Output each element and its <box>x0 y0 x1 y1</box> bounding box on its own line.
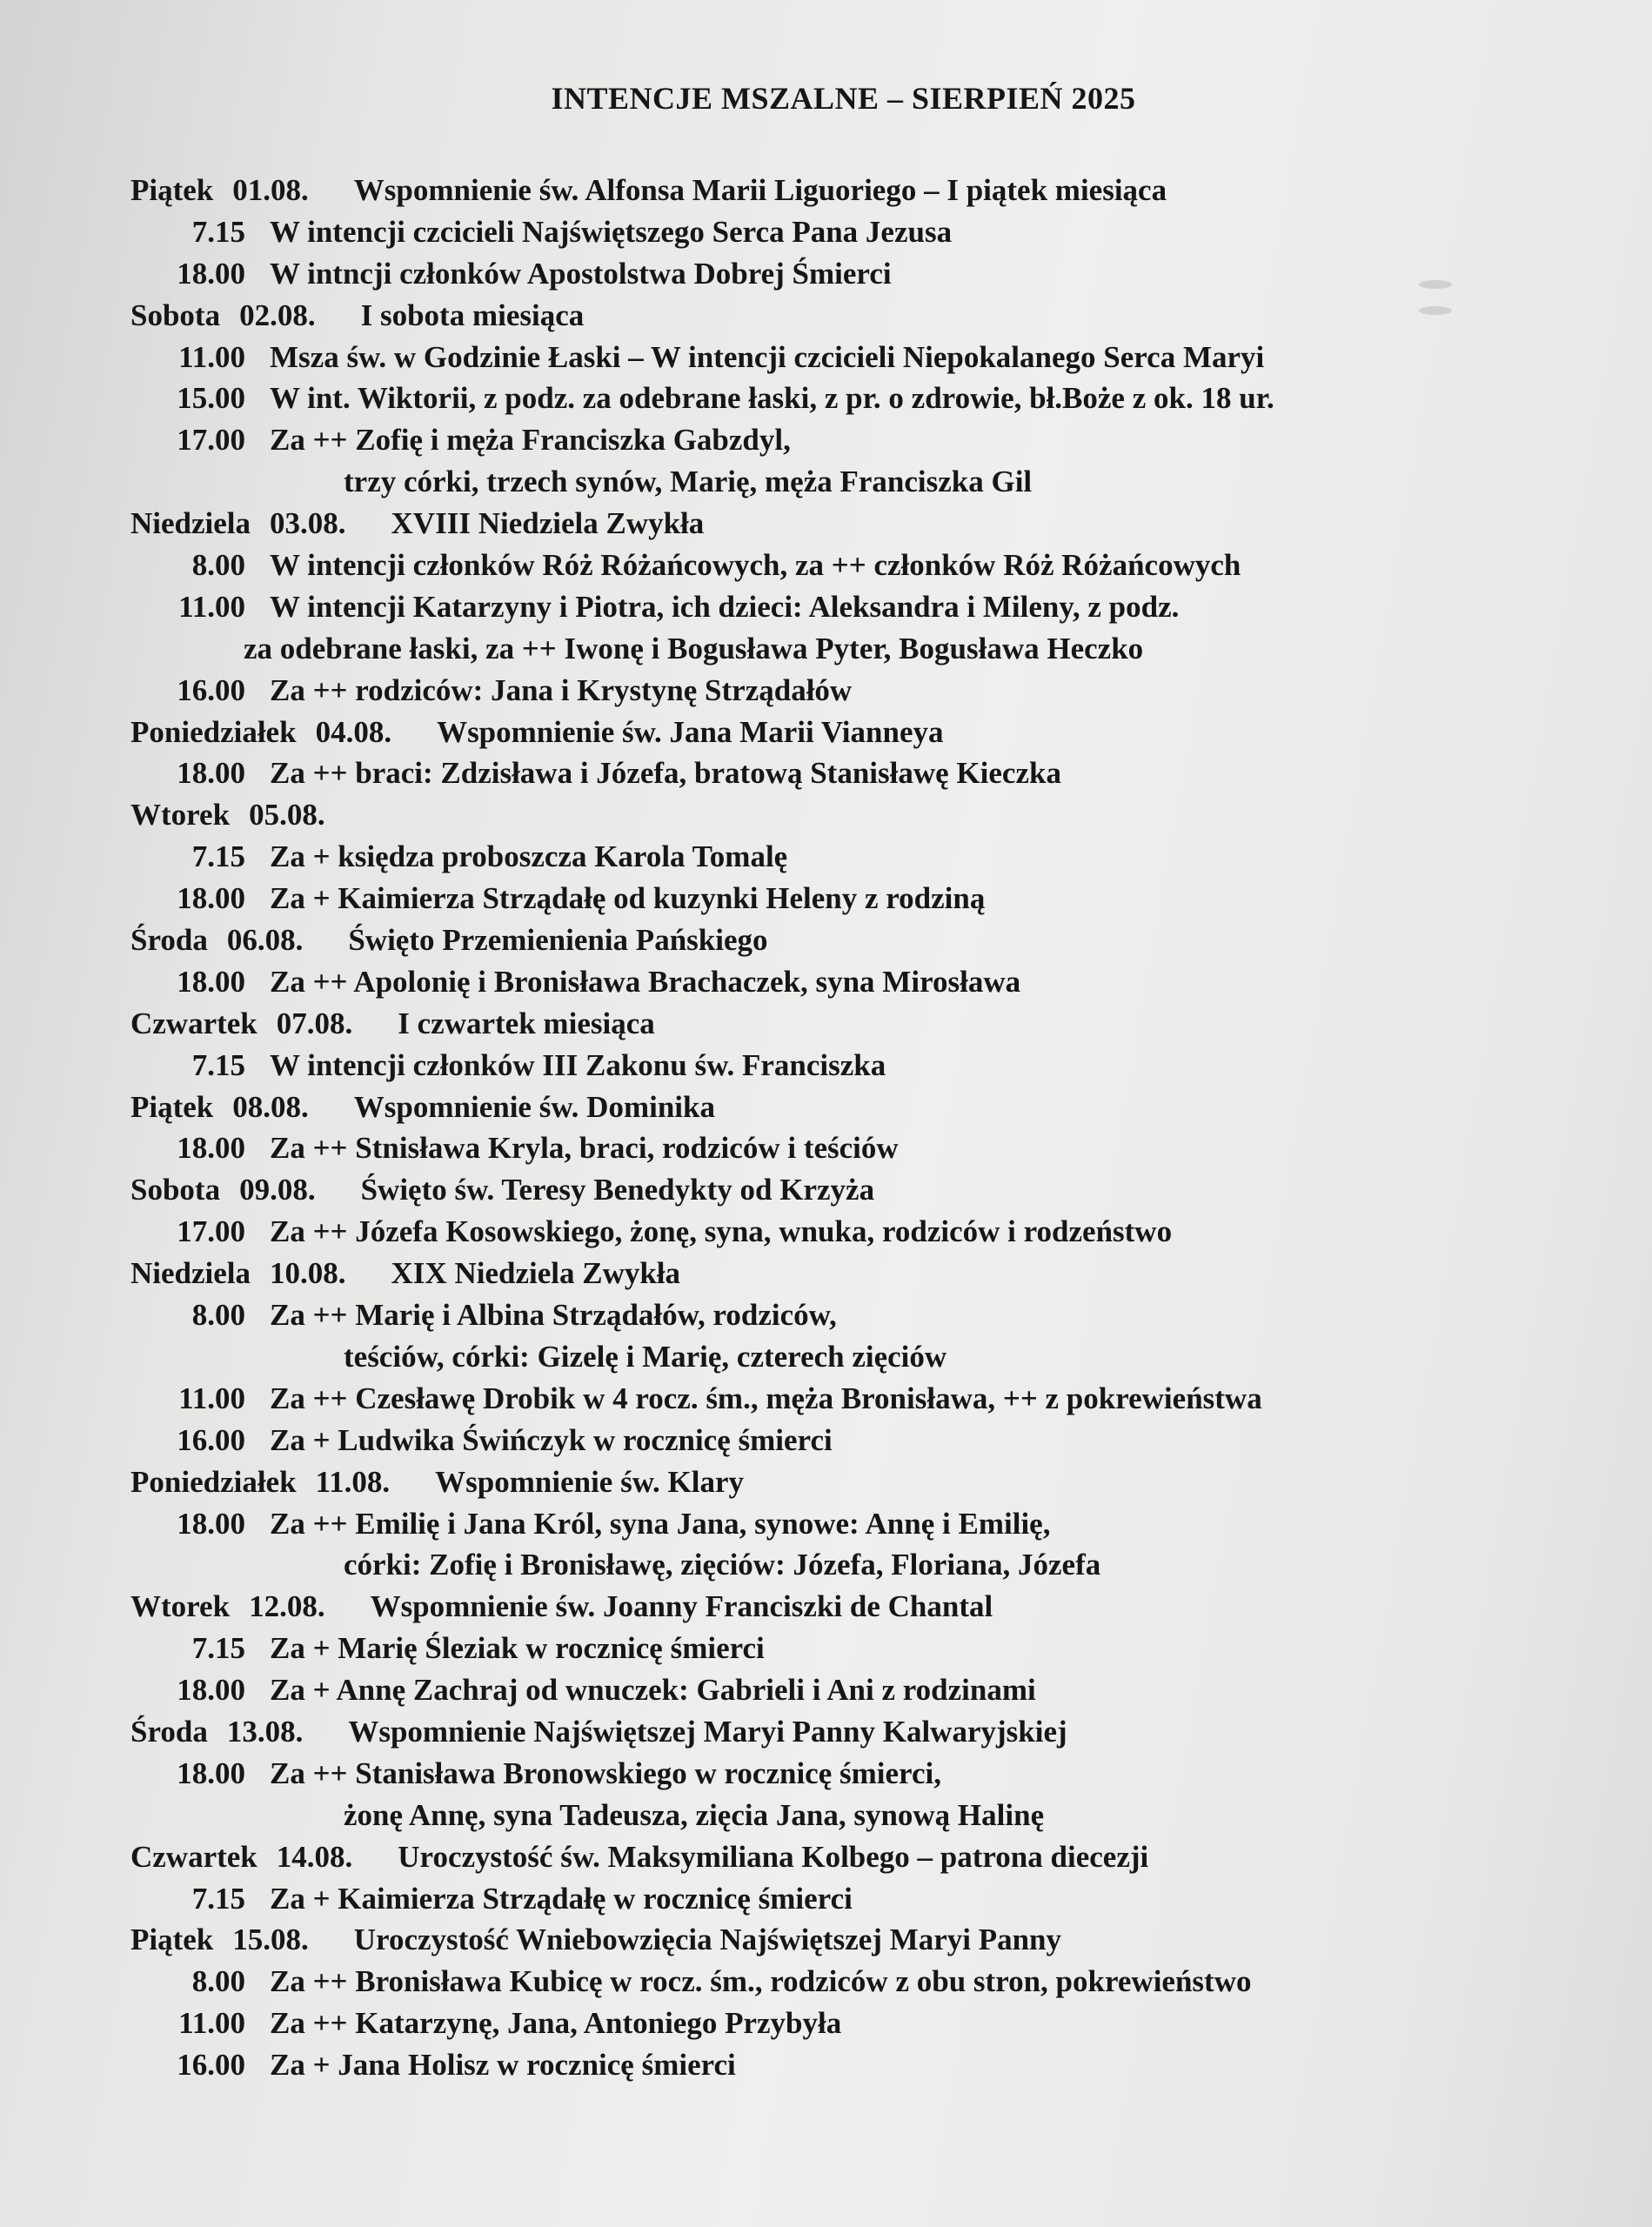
day-name: Wtorek <box>130 1589 231 1624</box>
intention-text: W intencji Katarzyny i Piotra, ich dzieci: Aleksandra i Mileny, z podz. <box>270 589 1180 624</box>
day-header <box>130 920 1609 961</box>
mass-intention <box>130 836 1609 878</box>
mass-time: 18.00 <box>177 1506 245 1541</box>
intention-text: Za ++ Apolonię i Bronisława Brachaczek, syna Mirosława <box>270 964 1021 999</box>
intention-continuation <box>130 1544 1609 1586</box>
intention-text: Za ++ Stanisława Bronowskiego w rocznicę śmierci, <box>270 1756 941 1790</box>
intention-text: Za + Marię Śleziak w rocznicę śmierci <box>270 1631 765 1666</box>
day-name: Środa <box>130 923 208 958</box>
day-note: Święto Przemienienia Pańskiego <box>348 923 768 958</box>
day-note: Wspomnienie św. Jana Marii Vianneya <box>437 714 944 749</box>
day-name: Piątek <box>130 1923 214 1957</box>
day-note: Wspomnienie św. Dominika <box>353 1089 715 1124</box>
intention-text: Za ++ Marię i Albina Strządałów, rodziców, <box>270 1298 837 1333</box>
intention-text: W intencji czcicieli Najświętszego Serca Pana Jezusa <box>270 214 953 249</box>
mass-intention <box>130 1503 1609 1545</box>
day-date: 09.08. <box>239 1173 316 1207</box>
intention-text: Za + księdza proboszcza Karola Tomalę <box>270 839 788 874</box>
mass-time: 18.00 <box>177 756 245 791</box>
mass-time: 18.00 <box>177 256 245 291</box>
mass-intention <box>130 2003 1609 2044</box>
mass-time: 7.15 <box>191 214 245 249</box>
day-note: Wspomnienie św. Alfonsa Marii Liguoriego – I piątek miesiąca <box>353 173 1167 207</box>
day-note: I sobota miesiąca <box>360 298 585 332</box>
day-name: Sobota <box>130 1173 221 1207</box>
intention-continuation <box>130 461 1609 503</box>
mass-time: 18.00 <box>177 881 245 916</box>
day-name: Czwartek <box>130 1006 257 1040</box>
day-date: 14.08. <box>276 1839 353 1874</box>
mass-intention <box>130 2044 1609 2086</box>
mass-time: 8.00 <box>191 1298 245 1333</box>
day-name: Środa <box>130 1714 208 1749</box>
mass-intention <box>130 419 1609 461</box>
mass-intention <box>130 878 1609 920</box>
mass-intention <box>130 337 1609 378</box>
mass-intention <box>130 211 1609 253</box>
mass-time: 18.00 <box>177 964 245 999</box>
intention-text: Za + Annę Zachraj od wnuczek: Gabrieli i Ani z rodzinami <box>270 1673 1036 1708</box>
day-header <box>130 1003 1609 1045</box>
intention-text: Za ++ Emilię i Jana Król, syna Jana, synowe: Annę i Emilię, <box>270 1506 1051 1541</box>
mass-intention <box>130 670 1609 712</box>
day-header <box>130 1919 1609 1961</box>
day-date: 03.08. <box>270 506 346 541</box>
day-note: Wspomnienie św. Klary <box>435 1464 745 1499</box>
day-header <box>130 1711 1609 1753</box>
day-note: Wspomnienie św. Joanny Franciszki de Chantal <box>370 1589 993 1624</box>
mass-time: 8.00 <box>191 1964 245 1999</box>
mass-time: 7.15 <box>191 1047 245 1082</box>
mass-intention <box>130 1211 1609 1253</box>
mass-intention <box>130 752 1609 794</box>
day-date: 04.08. <box>315 714 392 749</box>
mass-intention <box>130 586 1609 628</box>
day-name: Piątek <box>130 173 214 207</box>
intention-text: Za ++ Zofię i męża Franciszka Gabzdyl, <box>270 423 791 458</box>
intention-text: Za + Kaimierza Strządałę od kuzynki Heleny z rodziną <box>270 881 986 916</box>
day-note: I czwartek miesiąca <box>398 1006 655 1040</box>
mass-time: 18.00 <box>177 1673 245 1708</box>
day-date: 12.08. <box>249 1589 325 1624</box>
mass-intention <box>130 1961 1609 2003</box>
mass-time: 11.00 <box>178 339 245 374</box>
day-header <box>130 170 1609 211</box>
mass-time: 16.00 <box>177 1422 245 1457</box>
day-date: 07.08. <box>276 1006 353 1040</box>
intention-text: żonę Annę, syna Tadeusza, zięcia Jana, synową Halinę <box>344 1797 1045 1832</box>
day-header <box>130 295 1609 337</box>
mass-intention <box>130 1294 1609 1336</box>
mass-intention <box>130 961 1609 1003</box>
day-name: Niedziela <box>130 506 251 541</box>
day-name: Poniedziałek <box>130 1464 297 1499</box>
day-name: Poniedziałek <box>130 714 297 749</box>
mass-time: 16.00 <box>177 672 245 707</box>
day-header <box>130 1169 1609 1211</box>
day-name: Czwartek <box>130 1839 257 1874</box>
mass-intention <box>130 545 1609 586</box>
mass-time: 15.00 <box>177 381 245 416</box>
day-note: XIX Niedziela Zwykła <box>391 1256 681 1291</box>
intention-text: Za ++ Bronisława Kubicę w rocz. śm., rodziców z obu stron, pokrewieństwo <box>270 1964 1252 1999</box>
day-date: 15.08. <box>232 1923 309 1957</box>
mass-time: 7.15 <box>191 839 245 874</box>
day-note: XVIII Niedziela Zwykła <box>391 506 705 541</box>
intention-text: W int. Wiktorii, z podz. za odebrane łaski, z pr. o zdrowie, bł.Boże z ok. 18 ur. <box>270 381 1274 416</box>
intention-text: Za + Jana Holisz w rocznicę śmierci <box>270 2048 736 2083</box>
intention-continuation <box>130 1336 1609 1378</box>
intention-text: za odebrane łaski, za ++ Iwonę i Bogusława Pyter, Bogusława Heczko <box>244 631 1144 665</box>
day-name: Niedziela <box>130 1256 251 1291</box>
intention-text: Msza św. w Godzinie Łaski – W intencji czcicieli Niepokalanego Serca Maryi <box>270 339 1265 374</box>
mass-intention <box>130 1753 1609 1795</box>
mass-intention <box>130 378 1609 419</box>
day-date: 05.08. <box>249 798 325 833</box>
mass-time: 7.15 <box>191 1881 245 1916</box>
intention-text: Za + Kaimierza Strządałę w rocznicę śmierci <box>270 1881 853 1916</box>
mass-intention <box>130 1628 1609 1669</box>
intention-text: Za ++ Katarzynę, Jana, Antoniego Przybyła <box>270 2006 842 2041</box>
day-header <box>130 503 1609 545</box>
mass-time: 11.00 <box>178 1381 245 1415</box>
mass-time: 18.00 <box>177 1756 245 1790</box>
intention-text: Za + Ludwika Świńczyk w rocznicę śmierci <box>270 1422 833 1457</box>
day-header <box>130 1087 1609 1128</box>
day-date: 08.08. <box>232 1089 309 1124</box>
mass-intention <box>130 1045 1609 1087</box>
mass-intention <box>130 253 1609 295</box>
day-header <box>130 712 1609 753</box>
intention-text: Za ++ Józefa Kosowskiego, żonę, syna, wnuka, rodziców i rodzeństwo <box>270 1214 1173 1249</box>
intention-text: W intncji członków Apostolstwa Dobrej Śmierci <box>270 256 892 291</box>
intention-text: Za ++ Czesławę Drobik w 4 rocz. śm., męża Bronisława, ++ z pokrewieństwa <box>270 1381 1262 1415</box>
day-name: Wtorek <box>130 798 231 833</box>
day-header <box>130 794 1609 836</box>
mass-intention <box>130 1669 1609 1711</box>
mass-time: 11.00 <box>178 589 245 624</box>
intention-text: Za ++ Stnisława Kryla, braci, rodziców i teściów <box>270 1131 899 1166</box>
day-note: Uroczystość św. Maksymiliana Kolbego – patrona diecezji <box>398 1839 1149 1874</box>
mass-time: 8.00 <box>191 548 245 583</box>
day-note: Uroczystość Wniebowzięcia Najświętszej Maryi Panny <box>353 1923 1062 1957</box>
intentions-list <box>130 170 1609 2086</box>
day-note: Święto św. Teresy Benedykty od Krzyża <box>360 1173 875 1207</box>
intention-text: trzy córki, trzech synów, Marię, męża Franciszka Gil <box>344 465 1033 499</box>
day-name: Piątek <box>130 1089 214 1124</box>
mass-time: 11.00 <box>178 2006 245 2041</box>
day-header <box>130 1253 1609 1294</box>
day-date: 01.08. <box>232 173 309 207</box>
mass-intention <box>130 1878 1609 1920</box>
intention-continuation <box>130 1795 1609 1836</box>
day-date: 11.08. <box>315 1464 391 1499</box>
day-name: Sobota <box>130 298 221 332</box>
day-date: 02.08. <box>239 298 316 332</box>
intention-text: teściów, córki: Gizelę i Marię, czterech zięciów <box>344 1339 947 1374</box>
mass-time: 7.15 <box>191 1631 245 1666</box>
day-date: 06.08. <box>226 923 304 958</box>
mass-time: 17.00 <box>177 1214 245 1249</box>
day-header <box>130 1586 1609 1628</box>
mass-intention <box>130 1420 1609 1461</box>
day-note: Wspomnienie Najświętszej Maryi Panny Kalwaryjskiej <box>348 1714 1067 1749</box>
intention-text: W intencji członków Róż Różańcowych, za ++ członków Róż Różańcowych <box>270 548 1241 583</box>
day-date: 13.08. <box>226 1714 304 1749</box>
day-header <box>130 1461 1609 1503</box>
mass-time: 17.00 <box>177 423 245 458</box>
intention-text: córki: Zofię i Bronisławę, zięciów: Józefa, Floriana, Józefa <box>344 1548 1101 1582</box>
intention-text: Za ++ rodziców: Jana i Krystynę Strządałów <box>270 672 853 707</box>
day-date: 10.08. <box>270 1256 346 1291</box>
intention-text: W intencji członków III Zakonu św. Franciszka <box>270 1047 886 1082</box>
mass-time: 16.00 <box>177 2048 245 2083</box>
mass-intention <box>130 1127 1609 1169</box>
intention-text: Za ++ braci: Zdzisława i Józefa, bratową Stanisławę Kieczka <box>270 756 1061 791</box>
mass-intention <box>130 1378 1609 1420</box>
intention-continuation <box>130 628 1609 670</box>
day-header <box>130 1836 1609 1878</box>
mass-time: 18.00 <box>177 1131 245 1166</box>
page-title: INTENCJE MSZALNE – SIERPIEŃ 2025 <box>551 81 1136 116</box>
